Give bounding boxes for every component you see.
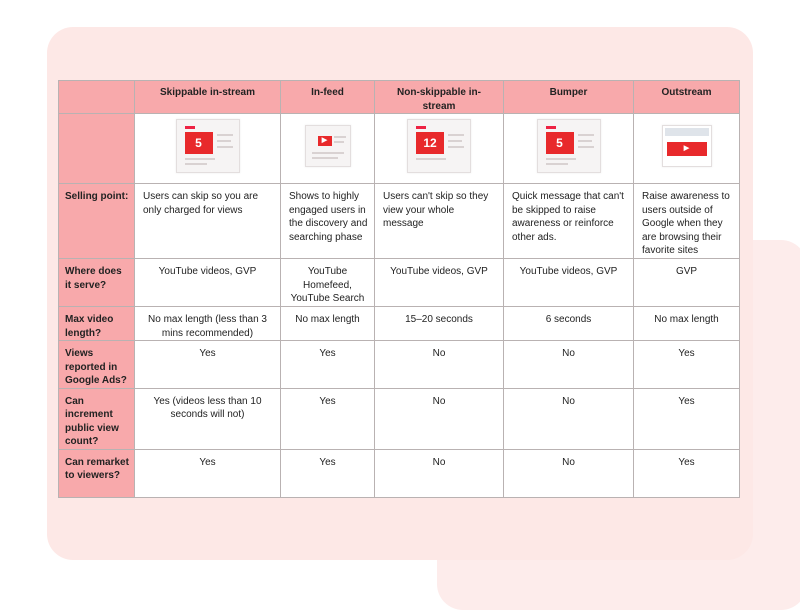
table-cell: Yes: [634, 341, 740, 389]
table-cell: No max length (less than 3 mins recommended): [135, 307, 281, 341]
corner-cell: [59, 81, 135, 114]
table-cell: 15–20 seconds: [375, 307, 504, 341]
non-skippable-thumbnail: [407, 119, 471, 173]
table-cell: 6 seconds: [504, 307, 634, 341]
skippable-thumbnail: [176, 119, 240, 173]
table-cell: No: [375, 341, 504, 389]
table-cell: Quick message that can't be skipped to raise awareness or reinforce other ads.: [504, 184, 634, 259]
table-row: [59, 341, 740, 389]
table-cell: Yes: [281, 388, 375, 449]
table-cell: No max length: [281, 307, 375, 341]
row-header: Where does it serve?: [59, 259, 135, 307]
table-cell: Users can't skip so they view your whole message: [375, 184, 504, 259]
column-header-bumper: Bumper: [504, 81, 634, 114]
table-cell: Yes: [135, 341, 281, 389]
play-icon: 5: [185, 132, 213, 154]
thumbnail-cell: [634, 114, 740, 184]
table-row: [59, 307, 740, 341]
play-icon: ▶: [318, 136, 332, 146]
table-cell: Yes: [634, 449, 740, 497]
column-header-outstream: Outstream: [634, 81, 740, 114]
row-header: Selling point:: [59, 184, 135, 259]
table-cell: YouTube Homefeed, YouTube Search: [281, 259, 375, 307]
table-cell: No: [375, 449, 504, 497]
table-cell: No: [504, 449, 634, 497]
row-header: Max video length?: [59, 307, 135, 341]
column-header-in-feed: In-feed: [281, 81, 375, 114]
bumper-thumbnail: [537, 119, 601, 173]
table-row: [59, 388, 740, 449]
table-cell: Yes (videos less than 10 seconds will not): [135, 388, 281, 449]
table-cell: Shows to highly engaged users in the discovery and searching phase: [281, 184, 375, 259]
outstream-thumbnail: [662, 125, 712, 167]
in-feed-thumbnail: [305, 125, 351, 167]
row-header: Can increment public view count?: [59, 388, 135, 449]
thumbnail-cell: [504, 114, 634, 184]
table-cell: No: [504, 341, 634, 389]
row-header-blank: [59, 114, 135, 184]
table-cell: Users can skip so you are only charged for views: [135, 184, 281, 259]
column-header-skippable: Skippable in-stream: [135, 81, 281, 114]
table-row: [59, 259, 740, 307]
header-row: [59, 81, 740, 114]
thumbnail-cell: [135, 114, 281, 184]
table-cell: No: [504, 388, 634, 449]
table-cell: YouTube videos, GVP: [135, 259, 281, 307]
table-cell: Yes: [135, 449, 281, 497]
ad-formats-table: [58, 80, 740, 498]
row-header: Views reported in Google Ads?: [59, 341, 135, 389]
column-header-non-skippable: Non-skippable in-stream: [375, 81, 504, 114]
table-cell: Yes: [281, 449, 375, 497]
play-icon: 5: [546, 132, 574, 154]
table-cell: Yes: [634, 388, 740, 449]
thumbnail-cell: [281, 114, 375, 184]
table-cell: Raise awareness to users outside of Google when they are browsing their favorite sites: [634, 184, 740, 259]
table-cell: No: [375, 388, 504, 449]
table-cell: YouTube videos, GVP: [375, 259, 504, 307]
table-cell: YouTube videos, GVP: [504, 259, 634, 307]
thumbnail-row: [59, 114, 740, 184]
table-cell: GVP: [634, 259, 740, 307]
table-cell: No max length: [634, 307, 740, 341]
table-cell: Yes: [281, 341, 375, 389]
thumbnail-cell: [375, 114, 504, 184]
table-row: [59, 449, 740, 497]
play-icon: 12: [416, 132, 444, 154]
row-header: Can remarket to viewers?: [59, 449, 135, 497]
table-row: [59, 184, 740, 259]
play-icon: ▶: [667, 142, 707, 156]
